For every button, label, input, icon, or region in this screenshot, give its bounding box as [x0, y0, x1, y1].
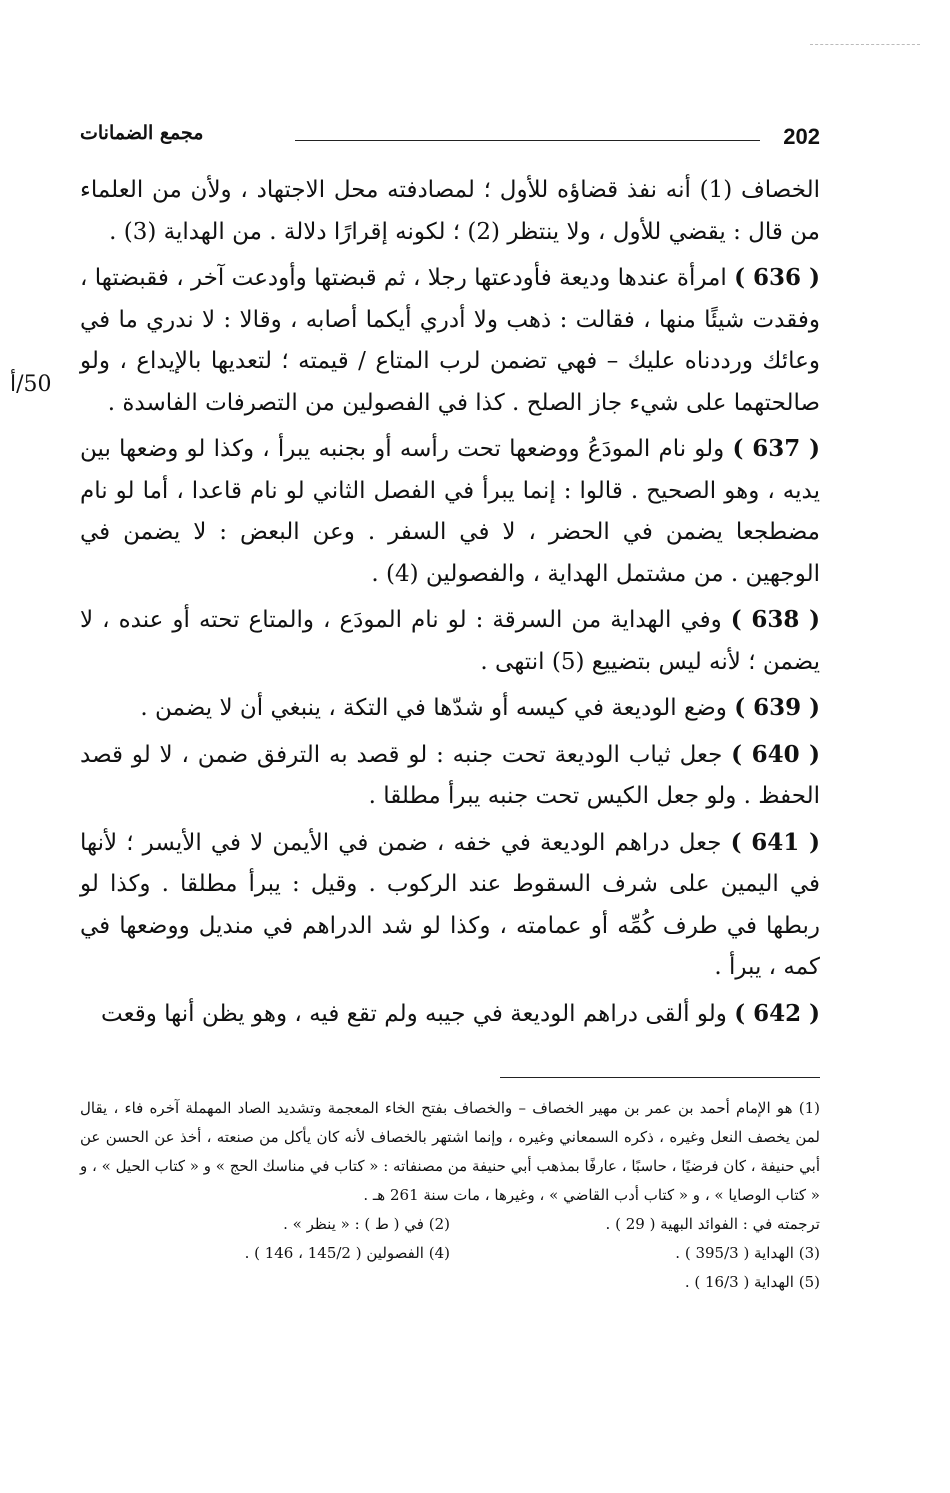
paragraph-636 — [80, 257, 820, 424]
footnote-4: (4) الفصولين ( 145/2 ، 146 ) . — [244, 1244, 450, 1262]
paragraph-text: امرأة عندها وديعة فأودعتها رجلا ، ثم قبضتها وأودعت آخر ، فقبضتها ، وفقدت شيئًا منها ، فقالت : ذهب ولا أدري أيكما أصابه ، وقالا : لا ندري ما في وعائك ورددناه عليك – فهي تضمن لرب المتاع / قيمته ؛ لتعديها بالإيداع ، ولو صالحتهما على شيء جاز الصلح . كذا في الفصولين من التصرفات الفاسدة . — [80, 265, 820, 416]
scan-marks — [810, 44, 920, 53]
footnotes — [80, 1094, 820, 1297]
header-rule — [295, 140, 760, 141]
main-text — [80, 170, 820, 1035]
footnote-1: (1) هو الإمام أحمد بن عمر بن مهير الخصاف – والخصاف بفتح الخاء المعجمة وتشديد الصاد المهملة آخره فاء ، يقال لمن يخصف النعل وغيره ، ذكره السمعاني وغيره ، وإنما اشتهر بالخصاف لأنه كان يأكل من صنعته ، أخذ عن الحسن عن أبي حنيفة ، كان فرضيًا ، حاسبًا ، عارفًا بمذهب أبي حنيفة من مصنفاته : « كتاب في مناسك الحج » و « كتاب الحيل » ، و « كتاب الوصايا » ، و « كتاب أدب القاضي » ، وغيرها ، مات سنة 261 هـ . — [80, 1099, 820, 1204]
paragraph-text: الخصاف (1) أنه نفذ قضاؤه للأول ؛ لمصادفته محل الاجتهاد ، ولأن من العلماء من قال : يقضي للأول ، ولا ينتظر (2) ؛ لكونه إقرارًا دلالة . من الهداية (3) . — [80, 177, 820, 245]
page-number: 202 — [783, 124, 820, 149]
running-title: مجمع الضمانات — [80, 122, 204, 144]
paragraph-640 — [80, 734, 820, 818]
paragraph-text: وفي الهداية من السرقة : لو نام المودَع ، والمتاع تحته أو عنده ، لا يضمن ؛ لأنه ليس بتضييع (5) انتهى . — [80, 607, 820, 675]
footnote-3: (3) الهداية ( 395/3 ) . — [675, 1244, 820, 1262]
paragraph-text: وضع الوديعة في كيسه أو شدّها في التكة ، ينبغي أن لا يضمن . — [140, 695, 727, 721]
paragraph-number: ( 641 ) — [730, 828, 820, 856]
paragraph-637 — [80, 428, 820, 595]
page-header — [80, 118, 820, 158]
paragraph-continuation — [80, 170, 820, 253]
footnote-row — [80, 1210, 820, 1239]
footnote-2: (2) في ( ط ) : « ينظر » . — [283, 1215, 450, 1233]
paragraph-number: ( 636 ) — [734, 264, 820, 291]
footnote-5: (5) الهداية ( 16/3 ) . — [684, 1273, 820, 1291]
footnote-row — [80, 1239, 820, 1268]
paragraph-641 — [80, 822, 820, 989]
paragraph-text: ولو ألقى دراهم الوديعة في جيبه ولم تقع فيه ، وهو يظن أنها وقعت — [101, 1000, 727, 1027]
paragraph-number: ( 640 ) — [731, 740, 821, 768]
paragraph-639 — [80, 687, 820, 730]
paragraph-642 — [80, 993, 820, 1036]
paragraph-number: ( 637 ) — [732, 435, 821, 462]
paragraph-text: ولو نام المودَعُ ووضعها تحت رأسه أو بجنبه يبرأ ، وكذا لو وضعها بين يديه ، وهو الصحيح . قالوا : إنما يبرأ في الفصل الثاني لو نام قاعدا ، أما لو نام مضطجعا يضمن في الحضر ، لا في السفر . وعن البعض : لا يضمن في الوجهين . من مشتمل الهداية ، والفصولين (4) . — [80, 436, 820, 587]
footnote-rule — [500, 1077, 820, 1078]
footnote-1-tail: ترجمته في : الفوائد البهية ( 29 ) . — [605, 1215, 820, 1233]
paragraph-number: ( 638 ) — [730, 606, 820, 633]
paragraph-number: ( 642 ) — [734, 999, 820, 1027]
paragraph-number: ( 639 ) — [734, 694, 820, 721]
paragraph-text: جعل ثياب الوديعة تحت جنبه : لو قصد به الترفق ضمن ، لا لو قصد الحفظ . ولو جعل الكيس تحت جنبه يبرأ مطلقا . — [80, 741, 820, 809]
paragraph-text: جعل دراهم الوديعة في خفه ، ضمن في الأيمن لا في الأيسر ؛ لأنها في اليمين على شرف السقوط عند الركوب . وقيل : يبرأ مطلقا . وكذا لو ربطها في طرف كُمِّه أو عمامته ، وكذا لو شد الدراهم في منديل ووضعها في كمه ، يبرأ . — [80, 829, 820, 980]
paragraph-638 — [80, 599, 820, 683]
margin-folio-note: 50/أ — [10, 372, 52, 397]
